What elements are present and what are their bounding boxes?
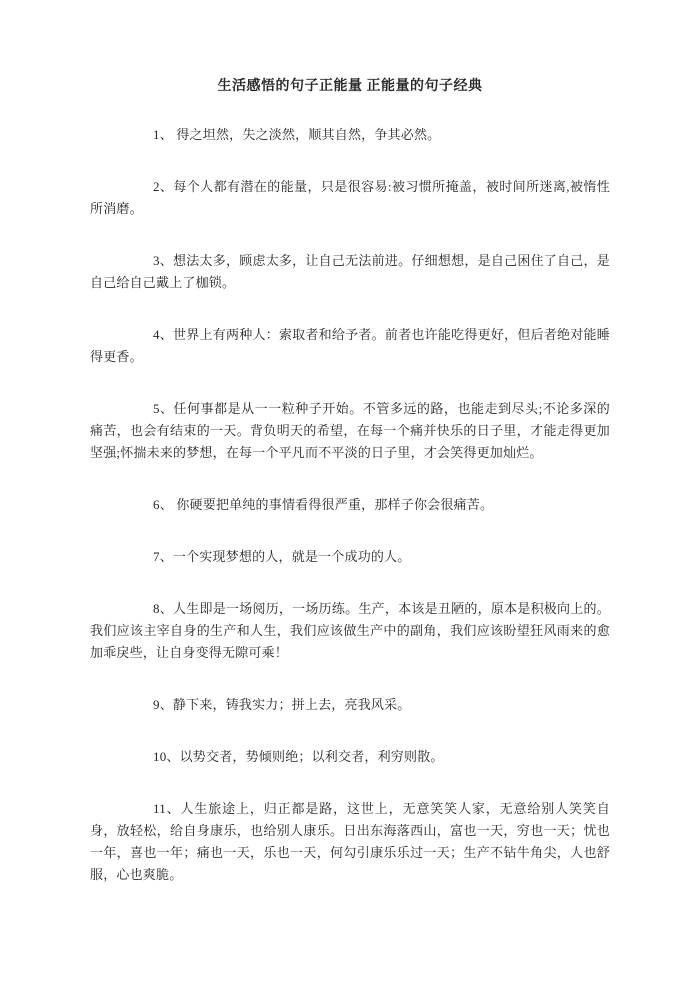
- quote-paragraph-1: 1、 得之坦然，失之淡然，顺其自然，争其必然。: [153, 127, 441, 142]
- quote-list: [90, 124, 610, 886]
- quote-paragraph-3: 3、想法太多，顾虑太多，让自己无法前进。仔细想想，是自己困住了自己，是自己给自己戴上了枷锁。: [90, 253, 610, 290]
- quote-paragraph-10: 10、以势交者，势倾则绝；以利交者，利穷则散。: [153, 749, 444, 764]
- quote-paragraph-8: 8、人生即是一场阅历，一场历练。生产，本该是丑陋的，原本是积极向上的。我们应该主宰自身的生产和人生，我们应该做生产中的副角，我们应该盼望狂风雨来的愈加乖戾些，让自身变得无隙可乘！: [90, 601, 610, 660]
- quote-paragraph-5: 5、任何事都是从一一粒种子开始。不管多远的路，也能走到尽头;不论多深的痛苦，也会有结束的一天。背负明天的希望，在每一个痛并快乐的日子里，才能走得更加坚强;怀揣未来的梦想，在每一个平凡而不平淡的日子里，才会笑得更加灿烂。: [90, 401, 610, 460]
- quote-paragraph-4: 4、世界上有两种人：索取者和给予者。前者也许能吃得更好，但后者绝对能睡得更香。: [90, 327, 610, 364]
- quote-paragraph-9: 9、静下来，铸我实力；拼上去，亮我风采。: [153, 697, 411, 712]
- quote-paragraph-7: 7、一个实现梦想的人，就是一个成功的人。: [153, 549, 411, 564]
- quote-paragraph-2: 2、每个人都有潜在的能量，只是很容易:被习惯所掩盖，被时间所迷离,被惰性所消磨。: [90, 179, 610, 216]
- quote-paragraph-6: 6、 你硬要把单纯的事情看得很严重，那样子你会很痛苦。: [153, 497, 494, 512]
- page-title: 生活感悟的句子正能量 正能量的句子经典: [217, 79, 483, 94]
- quote-paragraph-11: 11、人生旅途上，归正都是路，这世上，无意笑笑人家，无意给别人笑笑自身，放轻松，给自身康乐，也给别人康乐。日出东海落西山，富也一天，穷也一天；忧也一年，喜也一年；痛也一天，乐也一天，何勾引康乐乐过一天；生产不钻牛角尖，人也舒服，心也爽脆。: [90, 801, 610, 882]
